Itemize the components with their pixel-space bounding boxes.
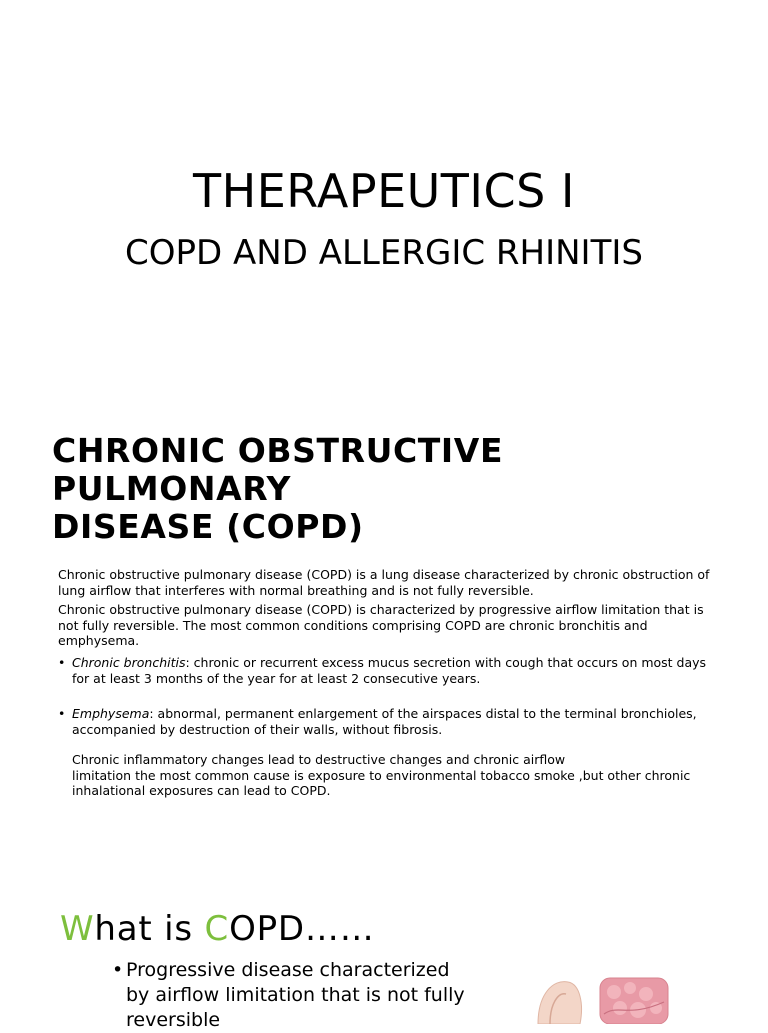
bullet-text: : chronic or recurrent excess mucus secretion with cough that occurs on most days for at least 3 months of the year for at least 2 consecutive years. (72, 655, 707, 686)
heading-line: PULMONARY (52, 469, 291, 508)
bullet-dot: • (112, 959, 124, 981)
title-accent-letter: C (204, 909, 230, 949)
bullet-dot: • (58, 655, 66, 670)
title-accent-letter: W (60, 909, 95, 949)
bullet-term: Emphysema (72, 706, 150, 721)
paragraph-line: limitation the most common cause is exposure to environmental tobacco smoke ,but other chronic (72, 767, 691, 783)
bullet-text: Progressive disease characterized by airflow limitation that is not fully reversible (126, 959, 465, 1031)
characterization-paragraph: Chronic obstructive pulmonary disease (COPD) is characterized by progressive airflow limitation that is not fully reversible. The most common conditions comprising COPD are chronic bronchitis and emphysema. (58, 602, 704, 648)
heading-line: CHRONIC OBSTRUCTIVE (52, 431, 504, 470)
slide-subtitle: COPD AND ALLERGIC RHINITIS (125, 233, 643, 273)
bullet-text: : abnormal, permanent enlargement of the airspaces distal to the terminal bronchioles, accompanied by destruction of their walls, without fibrosis. (72, 706, 697, 737)
inflammation-paragraph (72, 752, 692, 799)
lung-anatomy-illustration-icon (528, 974, 678, 1024)
heading-line: DISEASE (COPD) (52, 507, 364, 546)
what-is-copd-title: What is COPD…… (60, 909, 375, 949)
paragraph-line: Chronic inflammatory changes lead to destructive changes and chronic airflow (72, 752, 566, 767)
paragraph-line: inhalational exposures can lead to COPD. (72, 783, 331, 798)
section-heading (52, 432, 652, 546)
slide-title: THERAPEUTICS I (193, 164, 575, 218)
bullet-dot: • (58, 706, 66, 721)
definition-paragraph: Chronic obstructive pulmonary disease (COPD) is a lung disease characterized by chronic obstruction of lung airflow that interferes with normal breathing and is not fully reversible. (58, 567, 710, 598)
bullet-term: Chronic bronchitis (72, 655, 186, 670)
